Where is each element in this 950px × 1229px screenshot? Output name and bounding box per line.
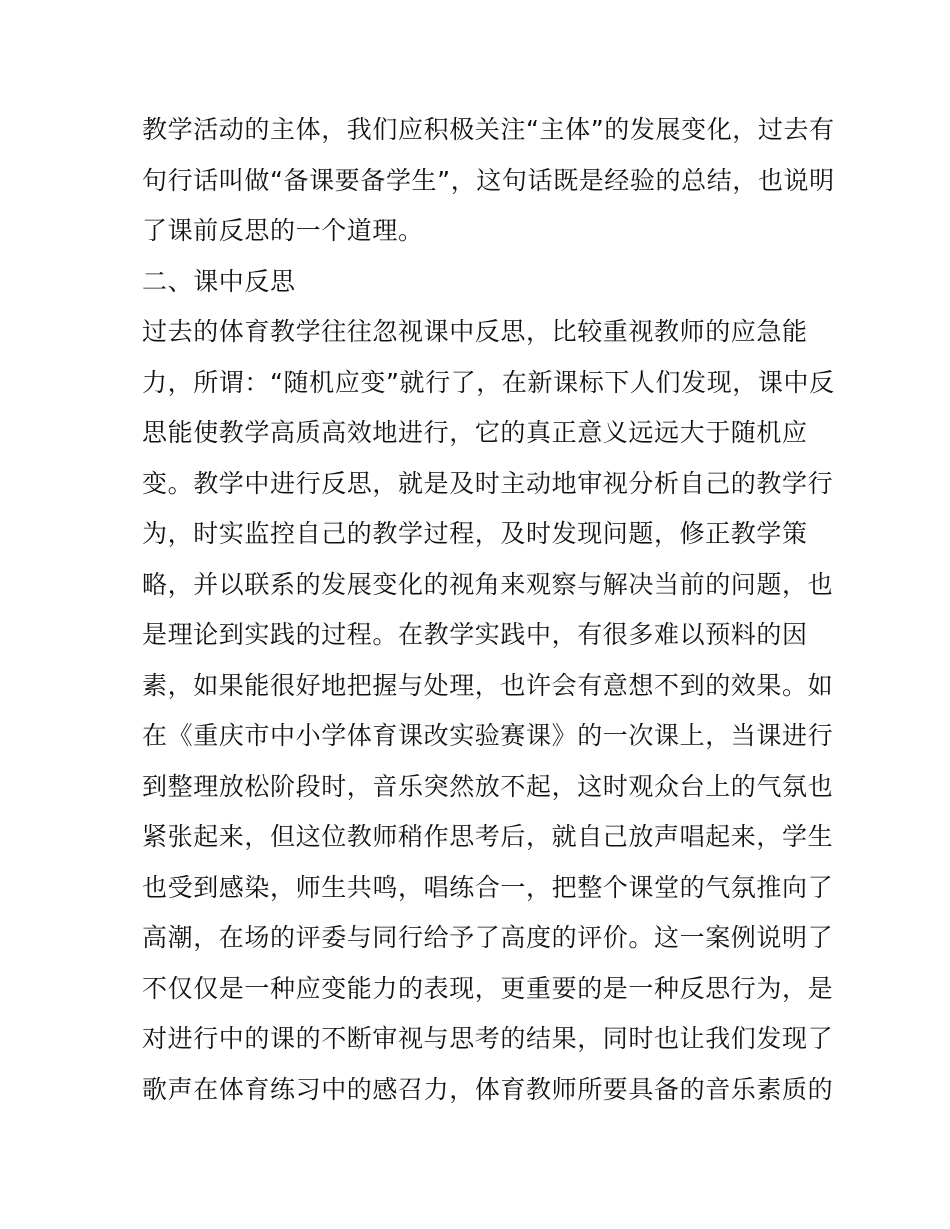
text-line: 力，所谓：“随机应变”就行了，在新课标下人们发现，课中反 <box>142 367 835 397</box>
text-line: 变。教学中进行反思，就是及时主动地审视分析自己的教学行 <box>142 468 834 498</box>
text-line: 紧张起来，但这位教师稍作思考后，就自己放声唱起来，学生 <box>142 822 834 851</box>
text-line: 教学活动的主体，我们应积极关注“主体”的发展变化，过去有 <box>142 115 835 144</box>
text-line: 在《重庆市中小学体育课改实验赛课》的一次课上，当课进行 <box>142 721 834 750</box>
text-line: 歌声在体育练习中的感召力，体育教师所要具备的音乐素质的 <box>142 1074 834 1104</box>
section-heading: 二、课中反思 <box>142 266 296 296</box>
text-line: 为，时实监控自己的教学过程，及时发现问题，修正教学策 <box>142 519 808 548</box>
text-line: 略，并以联系的发展变化的视角来观察与解决当前的问题，也 <box>142 569 834 599</box>
text-line: 过去的体育教学往往忽视课中反思，比较重视教师的应急能 <box>142 317 808 346</box>
text-line: 素，如果能很好地把握与处理，也许会有意想不到的效果。如 <box>142 670 834 700</box>
text-line: 到整理放松阶段时，音乐突然放不起，这时观众台上的气氛也 <box>142 771 834 801</box>
text-line: 句行话叫做“备课要备学生”，这句话既是经验的总结，也说明 <box>142 165 835 195</box>
text-line: 不仅仅是一种应变能力的表现，更重要的是一种反思行为，是 <box>142 973 834 1003</box>
text-line: 思能使教学高质高效地进行，它的真正意义远远大于随机应 <box>142 418 808 447</box>
text-line: 对进行中的课的不断审视与思考的结果，同时也让我们发现了 <box>142 1024 834 1053</box>
text-line: 也受到感染，师生共鸣，唱练合一，把整个课堂的气氛推向了 <box>142 872 834 902</box>
text-line: 是理论到实践的过程。在教学实践中，有很多难以预料的因 <box>142 620 808 649</box>
text-line: 高潮，在场的评委与同行给予了高度的评价。这一案例说明了 <box>142 923 834 952</box>
text-line: 了课前反思的一个道理。 <box>142 216 424 245</box>
body-text <box>142 105 835 1115</box>
